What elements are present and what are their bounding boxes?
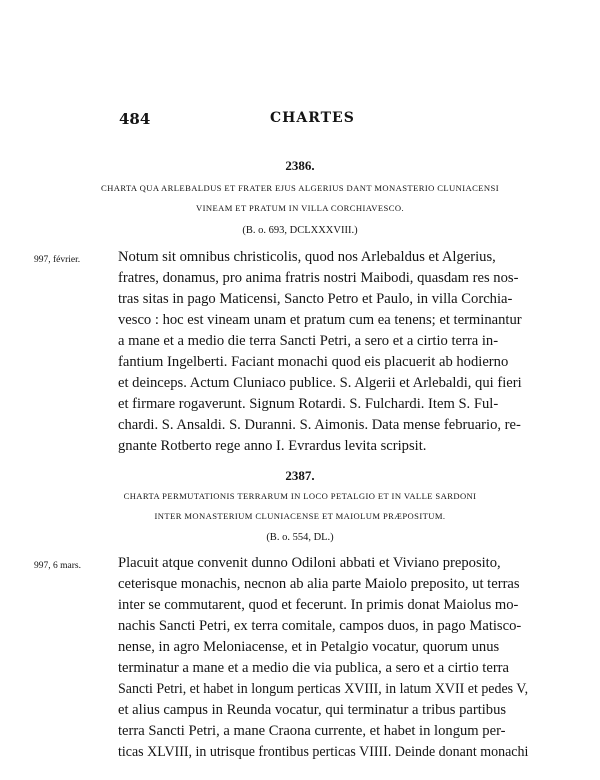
body-line: et firmare rogaverunt. Signum Rotardi. S. Fulchardi. Item S. Ful-	[118, 396, 499, 412]
body-line: fratres, donamus, pro anima fratris nostri Maibodi, quasdam res nos-	[118, 270, 519, 286]
page-number: 484	[119, 110, 151, 128]
body-line: gnante Rotberto rege anno I. Evrardus levita scripsit.	[118, 438, 427, 454]
body-line: nense, in agro Meloniacense, et in Petalgio vocatur, quorum unus	[118, 639, 500, 655]
charter-title-line: VINEAM ET PRATUM IN VILLA CORCHIAVESCO.	[195, 203, 405, 213]
body-line: Placuit atque convenit dunno Odiloni abbati et Viviano preposito,	[118, 555, 501, 571]
body-line: ticas XLVIII, in utrisque frontibus perticas VIIII. Deinde donant monachi	[118, 744, 529, 760]
page-header	[0, 110, 600, 130]
charter-number: 2387.	[285, 468, 315, 483]
body-line: et deinceps. Actum Cluniaco publice. S. Algerii et Arlebaldi, qui fieri	[118, 375, 522, 391]
body-line: Sancti Petri, et habet in longum perticas XVIII, in latum XVII et pedes V,	[118, 681, 529, 697]
charter-number: 2386.	[285, 158, 315, 173]
charter-title-line: CHARTA PERMUTATIONIS TERRARUM IN LOCO PETALGIO ET IN VALLE SARDONI	[123, 491, 477, 501]
date-note: 997, février.	[34, 255, 81, 265]
body-line: terminatur a mane et a medio die via publica, a sero et a cirtio terra	[118, 660, 510, 676]
body-line: vesco : hoc est vineam unam et pratum cum ea tenens; et terminantur	[118, 312, 522, 328]
charter-reference: (B. o. 554, DL.)	[266, 532, 334, 543]
body-line: nachis Sancti Petri, ex terra comitale, campos duos, in pago Matisco-	[118, 618, 522, 634]
body-line: fantium Ingelberti. Faciant monachi quod eis placuerit ab hodierno	[118, 354, 509, 370]
charter-title-line: INTER MONASTERIUM CLUNIACENSE ET MAIOLUM PRÆPOSITUM.	[154, 511, 446, 521]
body-line: inter se commutarent, quod et fecerunt. In primis donat Maiolus mo-	[118, 597, 519, 613]
body-line: Notum sit omnibus christicolis, quod nos Arlebaldus et Algerius,	[118, 249, 496, 265]
body-line: et alius campus in Reunda vocatur, qui terminatur a tribus partibus	[118, 702, 507, 718]
body-line: tras sitas in pago Maticensi, Sancto Petro et Paulo, in villa Corchia-	[118, 291, 513, 307]
body-line: chardi. S. Ansaldi. S. Duranni. S. Aimonis. Data mense februario, re-	[118, 417, 521, 433]
body-line: ceterisque monachis, necnon ab alia parte Maiolo preposito, ut terras	[118, 576, 520, 592]
charter-title-line: CHARTA QUA ARLEBALDUS ET FRATER EJUS ALGERIUS DANT MONASTERIO CLUNIACENSI	[101, 183, 499, 193]
body-line: terra Sancti Petri, a mane Craona currente, et habet in longum per-	[118, 723, 506, 739]
running-title: CHARTES	[270, 110, 355, 126]
charter-reference: (B. o. 693, DCLXXXVIII.)	[242, 225, 358, 236]
date-note: 997, 6 mars.	[34, 561, 81, 571]
body-line: a mane et a medio die terra Sancti Petri, a sero et a cirtio terra in-	[118, 333, 499, 349]
